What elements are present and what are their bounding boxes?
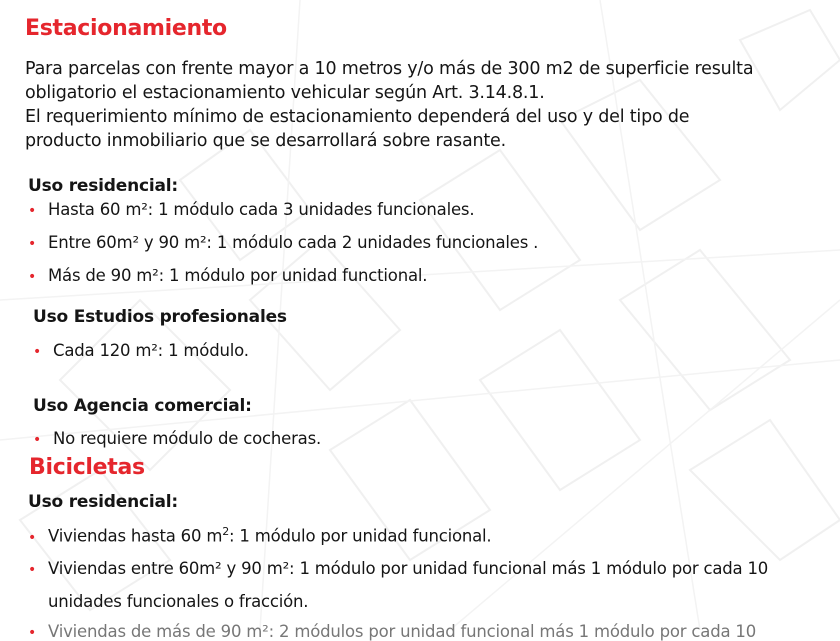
subheading-uso-residencial: Uso residencial: <box>28 176 178 196</box>
bullet-icon: • <box>28 529 37 546</box>
bullet-icon: • <box>28 625 37 641</box>
list-item: • Entre 60m² y 90 m²: 1 módulo cada 2 unidades funcionales . <box>28 233 539 252</box>
subheading-bicicletas-residencial: Uso residencial: <box>28 492 178 512</box>
list-item: • Hasta 60 m²: 1 módulo cada 3 unidades funcionales. <box>28 200 475 219</box>
list-item: • Viviendas entre 60m² y 90 m²: 1 módulo por unidad funcional más 1 módulo por cada 10 <box>28 559 769 578</box>
intro-line-1: Para parcelas con frente mayor a 10 metros y/o más de 300 m2 de superficie resulta <box>25 59 754 79</box>
intro-line-3: El requerimiento mínimo de estacionamiento dependerá del uso y del tipo de <box>25 107 690 127</box>
list-item: • Viviendas hasta 60 $m^2$: 1 módulo por unidad funcional. <box>28 525 492 546</box>
list-item-partial: • Viviendas de más de 90 m²: 2 módulos por unidad funcional más 1 módulo por cada 10 <box>28 622 757 641</box>
bullet-icon: • <box>28 203 37 219</box>
list-item: • Más de 90 m²: 1 módulo por unidad functional. <box>28 266 428 285</box>
bullet-icon: • <box>28 269 37 285</box>
heading-bicicletas: Bicicletas <box>29 455 145 480</box>
bullet-icon: • <box>28 562 37 578</box>
intro-line-2: obligatorio el estacionamiento vehicular según Art. 3.14.8.1. <box>25 83 545 103</box>
bullet-icon: • <box>33 344 42 360</box>
list-item: • Cada 120 m²: 1 módulo. <box>33 341 249 360</box>
list-item: • No requiere módulo de cocheras. <box>33 429 322 448</box>
bullet-icon: • <box>28 236 37 252</box>
subheading-uso-estudios: Uso Estudios profesionales <box>33 307 287 327</box>
intro-line-4: producto inmobiliario que se desarrollará sobre rasante. <box>25 131 506 151</box>
bullet-icon: • <box>33 432 42 448</box>
heading-estacionamiento: Estacionamiento <box>25 16 227 41</box>
list-item-continuation: unidades funcionales o fracción. <box>48 592 309 611</box>
subheading-uso-agencia: Uso Agencia comercial: <box>33 396 252 416</box>
